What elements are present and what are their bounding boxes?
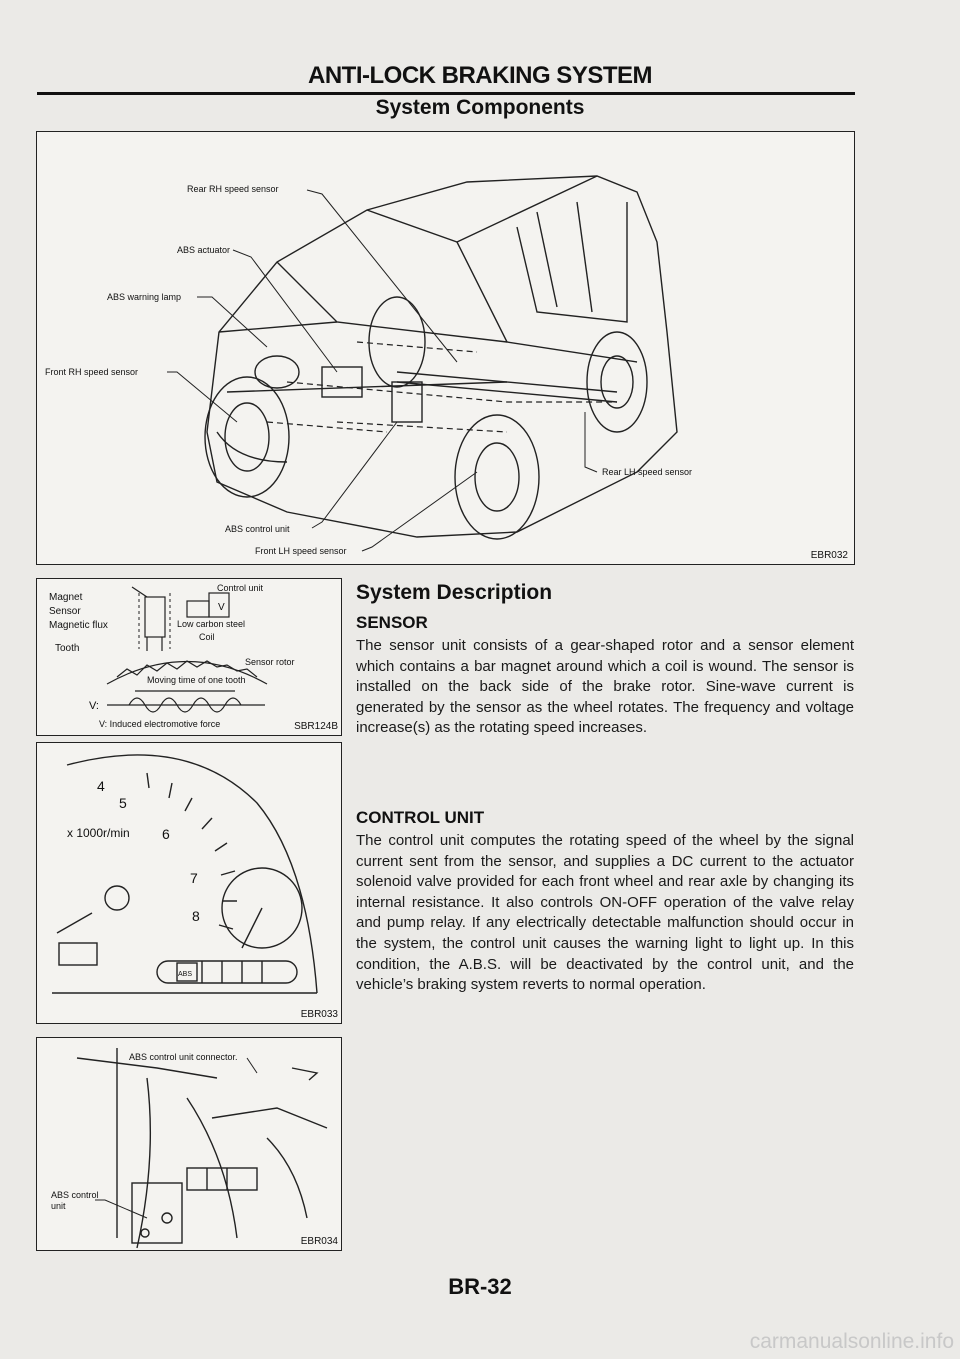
label-low-carbon-steel: Low carbon steel <box>177 619 246 629</box>
label-sensor-rotor: Sensor rotor <box>245 657 295 667</box>
sensor-figure <box>36 578 342 736</box>
components-figure <box>36 131 855 565</box>
abs-warning-indicator: ABS <box>178 971 193 978</box>
label-tooth: Tooth <box>55 643 80 654</box>
cluster-figure <box>36 742 342 1024</box>
label-abs-actuator: ABS actuator <box>177 245 231 255</box>
page-title: ANTI-LOCK BRAKING SYSTEM <box>308 62 652 89</box>
gauge-label-8: 8 <box>192 908 200 924</box>
sensor-section <box>356 613 854 739</box>
label-abs-control-unit: ABS control <box>51 1190 99 1200</box>
system-description-heading-block <box>356 581 854 605</box>
figure-code: EBR033 <box>300 1009 338 1020</box>
gauge-label-5: 5 <box>119 795 127 811</box>
figure-code: EBR032 <box>810 550 848 561</box>
label-front-lh-sensor: Front LH speed sensor <box>255 546 347 556</box>
watermark: carmanualsonline.info <box>749 1330 954 1353</box>
gauge-label-4: 4 <box>97 778 105 794</box>
label-abs-control-unit-2: unit <box>51 1201 66 1211</box>
sensor-heading: SENSOR <box>356 613 428 632</box>
label-v-box: V <box>218 602 225 613</box>
gauge-label-7: 7 <box>190 870 198 886</box>
label-v-axis: V: <box>89 700 99 712</box>
label-emf-legend: V: Induced electromotive force <box>99 719 221 729</box>
figure-code: SBR124B <box>294 721 338 732</box>
label-front-rh-sensor: Front RH speed sensor <box>45 367 139 377</box>
sensor-diagram <box>37 579 340 734</box>
control-unit-section <box>356 808 854 996</box>
label-coil: Coil <box>199 632 215 642</box>
control-unit-heading: CONTROL UNIT <box>356 808 485 827</box>
cluster-diagram <box>37 743 340 1022</box>
system-description-heading: System Description <box>356 581 553 604</box>
page-subtitle: System Components <box>375 96 585 119</box>
vehicle-illustration <box>37 132 853 563</box>
label-moving-time: Moving time of one tooth <box>147 675 246 685</box>
label-abs-warning-lamp: ABS warning lamp <box>107 292 182 302</box>
gauge-label-6: 6 <box>162 826 170 842</box>
label-connector: ABS control unit connector. <box>129 1052 238 1062</box>
gauge-unit: x 1000r/min <box>67 826 130 840</box>
control-unit-body: The control unit computes the rotating speed of the wheel by the signal current sent from the sensor, and supplies a DC current to the actuator solenoid valve provided for each front wheel and rear axle by changing its internal resistance. It also controls ON-OFF operation of the valve relay and pump relay. If any electrically detectable malfunction should occur in the system, the control unit causes the warning light to light up. In this condition, the A.B.S. will be deactivated by the control unit, and the vehicle’s braking system reverts to normal operation. <box>356 832 854 994</box>
label-sensor: Sensor <box>49 606 81 617</box>
header-rule <box>37 92 855 95</box>
page-number: BR-32 <box>448 1274 512 1299</box>
label-magnet: Magnet <box>49 592 83 603</box>
figure-code: EBR034 <box>300 1236 338 1247</box>
label-rear-rh-sensor: Rear RH speed sensor <box>187 184 279 194</box>
label-magnetic-flux: Magnetic flux <box>49 620 108 631</box>
sensor-body: The sensor unit consists of a gear-shaped rotor and a sensor element which contains a bar magnet around which a coil is wound. The sensor is installed on the back side of the brake rotor. Sine-wave current is generated by the sensor as the wheel rotates. The frequency and voltage increase(s) as the rotating speed increases. <box>356 637 854 737</box>
label-abs-control-unit: ABS control unit <box>225 524 290 534</box>
connector-figure <box>36 1037 342 1251</box>
label-control-unit: Control unit <box>217 583 264 593</box>
connector-diagram <box>37 1038 340 1249</box>
label-rear-lh-sensor: Rear LH speed sensor <box>602 467 693 477</box>
